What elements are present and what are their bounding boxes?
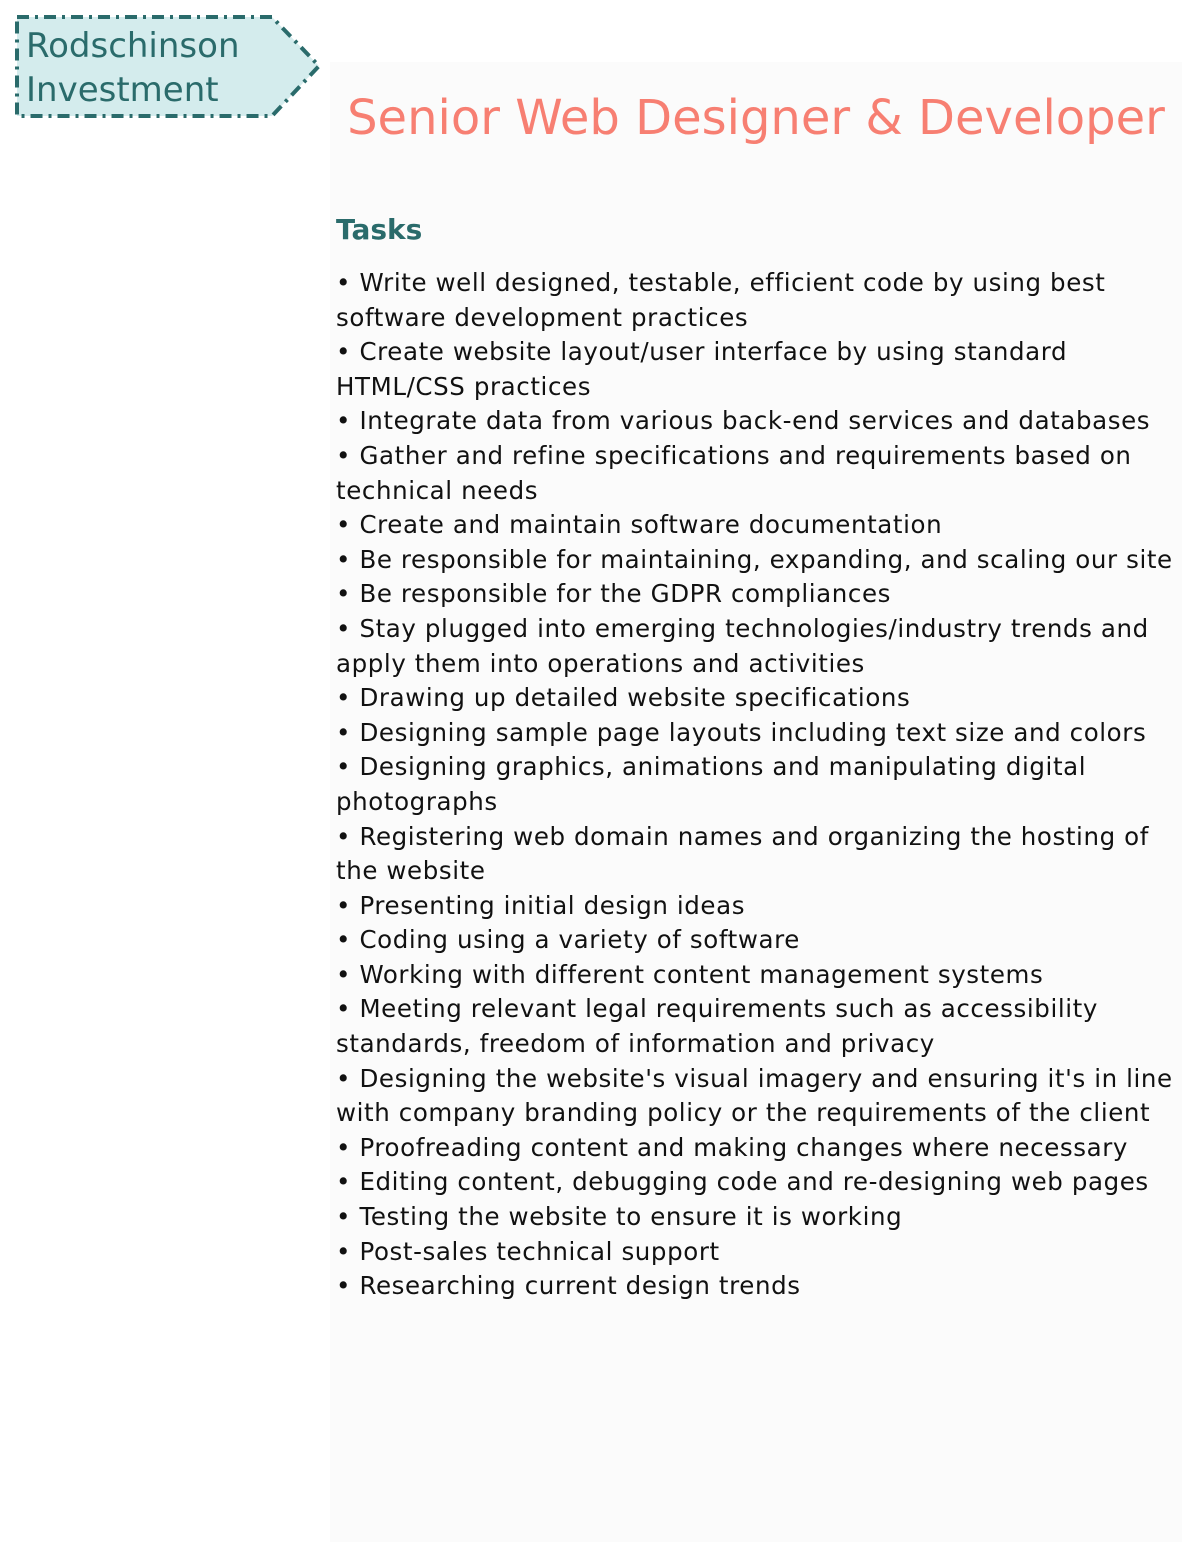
logo-line-1: Rodschinson [26,26,240,66]
task-item: • Stay plugged into emerging technologies/industry trends and apply them into operations and activities [336,613,1149,678]
task-item: • Designing the website's visual imagery and ensuring it's in line with company branding policy or the requirements of the client [336,1063,1173,1128]
task-item: • Researching current design trends [336,1271,801,1301]
task-item: • Gather and refine specifications and requirements based on technical needs [336,440,1132,505]
task-item: • Post-sales technical support [336,1236,720,1266]
task-item: • Testing the website to ensure it is working [336,1202,903,1232]
task-item: • Designing sample page layouts including text size and colors [336,717,1147,747]
task-item: • Meeting relevant legal requirements such as accessibility standards, freedom of information and privacy [336,994,1098,1059]
task-item: • Presenting initial design ideas [336,890,746,920]
task-item: • Working with different content management systems [336,959,1044,989]
task-item: • Designing graphics, animations and manipulating digital photographs [336,752,1087,816]
task-item: • Create website layout/user interface by using standard HTML/CSS practices [336,337,1068,401]
company-logo [14,14,326,120]
job-title: Senior Web Designer & Developer [347,90,1165,146]
task-item: • Drawing up detailed website specifications [336,683,911,713]
logo-line-2: Investment [26,70,219,110]
task-item: • Integrate data from various back-end services and databases [336,406,1151,436]
logo-text [26,24,240,112]
task-item: • Be responsible for the GDPR compliances [336,579,891,609]
task-item: • Registering web domain names and organizing the hosting of the website [336,821,1149,886]
task-item: • Coding using a variety of software [336,925,800,955]
task-item: • Editing content, debugging code and re-designing web pages [336,1167,1149,1197]
task-item: • Be responsible for maintaining, expanding, and scaling our site [336,544,1173,574]
task-item: • Write well designed, testable, efficient code by using best software development practices [336,268,1106,332]
job-description-panel [330,62,1182,1542]
task-item: • Create and maintain software documentation [336,510,943,540]
tasks-heading: Tasks [336,213,423,246]
task-list [336,266,1182,1304]
task-item: • Proofreading content and making changes where necessary [336,1132,1128,1162]
